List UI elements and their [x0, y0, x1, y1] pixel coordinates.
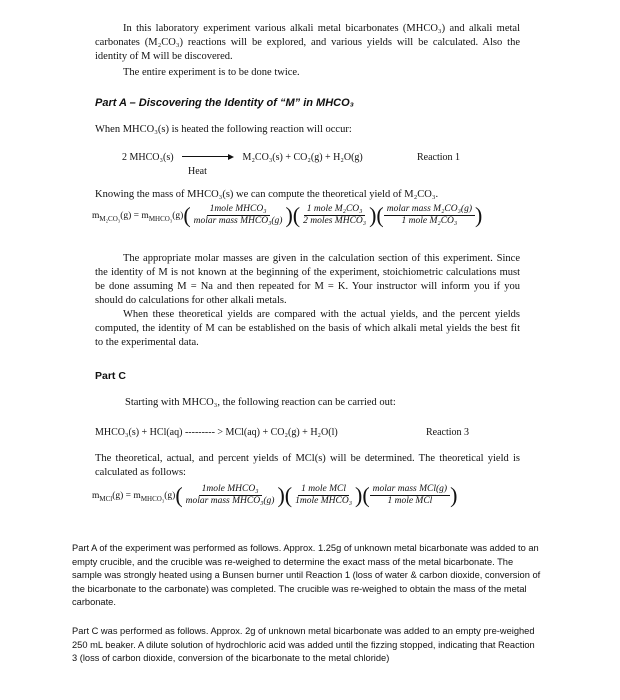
knowing-text: Knowing the mass of MHCO₃(s) we can compute the theoretical yield of M₂CO₃. — [95, 189, 439, 200]
eq-c-fraction-1: $\frac{\text{1mole MHCO₃}}{\text{molar mass MHCO₃(g)}}$ — [185, 484, 275, 506]
heat-label: Heat — [188, 166, 207, 177]
reaction-3-label: Reaction 3 — [426, 427, 470, 438]
eq-c-fraction-2: $\frac{\text{1 mole MCl}}{\text{1mole MHCO₃}}$ — [295, 484, 353, 506]
procedure-part-a-paragraph: Part A of the experiment was performed as follows. Approx. 1.25g of unknown metal bicarbonate was added to an empty crucible, and the crucible was re-weighed to determine the exact mass of the metal bicarbonate. The sample was strongly heated using a Bunsen burner until Reaction 1 (loss of water & carbon dioxide, conversion of the bicarbonate to the carbonate) was completed. The crucible was re-weighed to obtain the mass of the metal carbonate. — [72, 543, 541, 607]
yield-equation-a: $m_{M_2CO_3}(g) = m_{MHCO_3}(g)$( $\frac{\text{1mole MHCO₃}}{\text{molar mass MHCO₃(g)}}$ )( $\frac{\text{1 mole M₂CO₃}}{\text{2 moles MHCO₃}}$ )( $\frac{\text{molar mass M₂CO₃(g)}}{\text{1 mole M₂CO₃}}$ ) — [92, 202, 483, 228]
yield-equation-c: $m_{MCl}(g) = m_{MHCO_3}(g)$( $\frac{\text{1mole MHCO₃}}{\text{molar mass MHCO₃(g)}}$ )( $\frac{\text{1 mole MCl}}{\text{1mole MHCO₃}}$ )( $\frac{\text{molar mass MCl(g)}}{\text{1 mole MCl}}$ ) — [92, 482, 458, 508]
reaction-3-equation: MHCO₃(s) + HCl(aq) --------- > MCl(aq) + CO₂(g) + H₂O(l) — [95, 427, 338, 438]
part-c-theoretical-text: The theoretical, actual, and percent yields of MCl(s) will be determined. The theoretical yield is calculated as follows: — [95, 453, 520, 478]
reaction-arrow-icon — [182, 156, 228, 157]
part-a-heading: Part A – Discovering the Identity of “M” in MHCO₃ — [95, 97, 354, 109]
reaction-1-equation — [122, 151, 363, 165]
reaction-1-products: M₂CO₃(s) + CO₂(g) + H₂O(g) — [242, 152, 363, 163]
reaction-1-reactants: 2 MHCO₃(s) — [122, 152, 174, 163]
eq-a-lhs: $m_{M_2CO_3}(g) = m_{MHCO_3}(g)$ — [92, 210, 184, 223]
molar-mass-paragraph: The appropriate molar masses are given in the calculation section of this experiment. Since the identity of M is not known at the beginning of the experiment, stoichiometric calculations must be done assuming M = Na and then repeated for M = K. Your instructor will inform you if you should do calculations for other alkali metals. — [95, 253, 520, 306]
reaction-1-label: Reaction 1 — [417, 152, 461, 163]
eq-a-fraction-2: $\frac{\text{1 mole M₂CO₃}}{\text{2 moles MHCO₃}}$ — [303, 204, 367, 226]
part-c-heading: Part C — [95, 370, 126, 382]
eq-a-fraction-3: $\frac{\text{molar mass M₂CO₃(g)}}{\text{1 mole M₂CO₃}}$ — [384, 204, 475, 227]
eq-c-lhs: $m_{MCl}(g) = m_{MHCO_3}(g)$ — [92, 490, 176, 503]
part-c-starting-text: Starting with MHCO₃, the following reaction can be carried out: — [125, 397, 396, 408]
eq-a-fraction-1: $\frac{\text{1mole MHCO₃}}{\text{molar mass MHCO₃(g)}}$ — [193, 204, 283, 226]
comparison-paragraph: When these theoretical yields are compared with the actual yields, and the percent yields computed, the identity of M can be established on the basis of which alkali metal yields the best fit to the experimental data. — [95, 309, 520, 348]
intro-paragraph: In this laboratory experiment various alkali metal bicarbonates (MHCO₃) and alkali metal carbonates (M₂CO₃) reactions will be explored, and various yields will be calculated. Also the identity of M will be discovered. — [95, 23, 520, 62]
intro-twice-note: The entire experiment is to be done twice. — [123, 67, 300, 78]
part-a-when-text: When MHCO₃(s) is heated the following reaction will occur: — [95, 124, 352, 135]
procedure-part-c-paragraph: Part C was performed as follows. Approx. 2g of unknown metal bicarbonate was added to an empty pre-weighed 250 mL beaker. A dilute solution of hydrochloric acid was added until the fizzing stopped, indicating that Reaction 3 (loss of carbon dioxide, conversion of the bicarbonate to the metal chloride) — [72, 626, 535, 663]
eq-c-fraction-3: $\frac{\text{molar mass MCl(g)}}{\text{1 mole MCl}}$ — [370, 484, 450, 507]
